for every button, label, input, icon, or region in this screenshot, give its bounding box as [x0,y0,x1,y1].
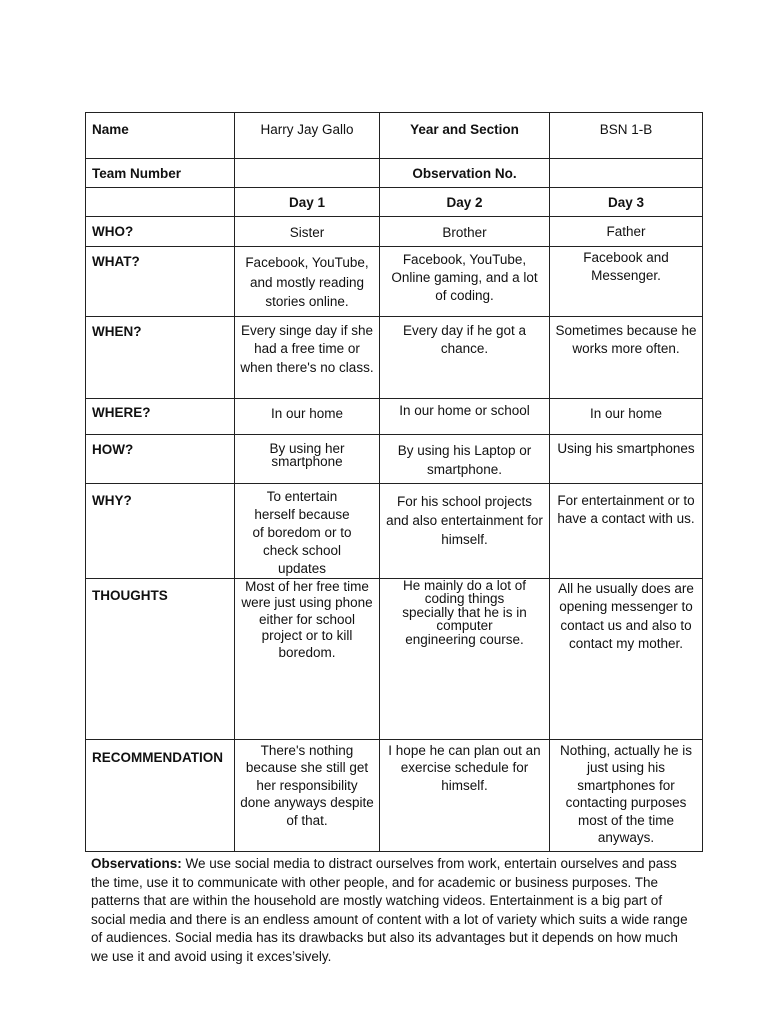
who-day-1: Sister [235,217,380,247]
where-day-1: In our home [235,398,380,434]
name-label: Name [86,113,235,159]
table-row [86,159,703,188]
where-day-3: In our home [550,398,703,434]
table-row [86,483,703,578]
table-row [86,247,703,317]
recommendation-day-2: I hope he can plan out an exercise schedule for himself. [380,739,550,851]
team-number-value [235,159,380,188]
day-3-header: Day 3 [550,188,703,217]
row-label-why: WHY? [86,483,235,578]
observation-table [85,112,703,852]
when-day-1: Every singe day if she had a free time or when there's no class. [235,316,380,398]
row-label-when: WHEN? [86,316,235,398]
thoughts-day-3: All he usually does are opening messenger to contact us and also to contact my mother. [550,578,703,739]
recommendation-day-1: There's nothing because she still get her responsibility done anyways despite of that. [235,739,380,851]
recommendation-day-3: Nothing, actually he is just using his smartphones for contacting purposes most of the time anyways. [550,739,703,851]
row-label-thoughts: THOUGHTS [86,578,235,739]
year-section-value: BSN 1-B [550,113,703,159]
observations-label: Observations: [91,856,182,871]
table-row [86,217,703,247]
table-row [86,434,703,483]
team-number-label: Team Number [86,159,235,188]
thoughts-day-1: Most of her free time were just using phone either for school project or to kill boredom. [235,578,380,739]
day-2-header: Day 2 [380,188,550,217]
what-day-3: Facebook and Messenger. [550,247,703,317]
observation-no-label: Observation No. [380,159,550,188]
table-row [86,398,703,434]
what-day-1: Facebook, YouTube, and mostly reading stories online. [235,247,380,317]
where-day-2: In our home or school [380,398,550,434]
when-day-2: Every day if he got a chance. [380,316,550,398]
name-value: Harry Jay Gallo [235,113,380,159]
table-row [86,188,703,217]
table-row [86,316,703,398]
who-day-2: Brother [380,217,550,247]
day-1-header: Day 1 [235,188,380,217]
who-day-3: Father [550,217,703,247]
row-label-recommendation: RECOMMENDATION [86,739,235,851]
why-day-3: For entertainment or to have a contact with us. [550,483,703,578]
empty-cell [86,188,235,217]
observations-text: We use social media to distract ourselves from work, entertain ourselves and pass the time, use it to communicate with other people, and for academic or business purposes. The patterns that are within the household are mostly watching videos. Entertainment is a big part of social media and there is an endless amount of content with a lot of variety which suits a wide range of audiences. Social media has its drawbacks but also its advantages but it depends on how much we use it and avoid using it exces’sively. [91,856,688,964]
observations-paragraph [91,855,691,967]
what-day-2: Facebook, YouTube, Online gaming, and a lot of coding. [380,247,550,317]
row-label-how: HOW? [86,434,235,483]
table-row [86,578,703,739]
row-label-what: WHAT? [86,247,235,317]
table-row [86,739,703,851]
row-label-where: WHERE? [86,398,235,434]
row-label-who: WHO? [86,217,235,247]
how-day-2: By using his Laptop or smartphone. [380,434,550,483]
observation-no-value [550,159,703,188]
how-day-1: By using her smartphone [235,434,380,483]
thoughts-day-2: He mainly do a lot of coding things specially that he is in computer engineering course. [380,578,550,739]
how-day-3: Using his smartphones [550,434,703,483]
why-day-2: For his school projects and also entertainment for himself. [380,483,550,578]
year-section-label: Year and Section [380,113,550,159]
when-day-3: Sometimes because he works more often. [550,316,703,398]
table-row [86,113,703,159]
why-day-1: To entertain herself because of boredom or to check school updates [235,483,380,578]
